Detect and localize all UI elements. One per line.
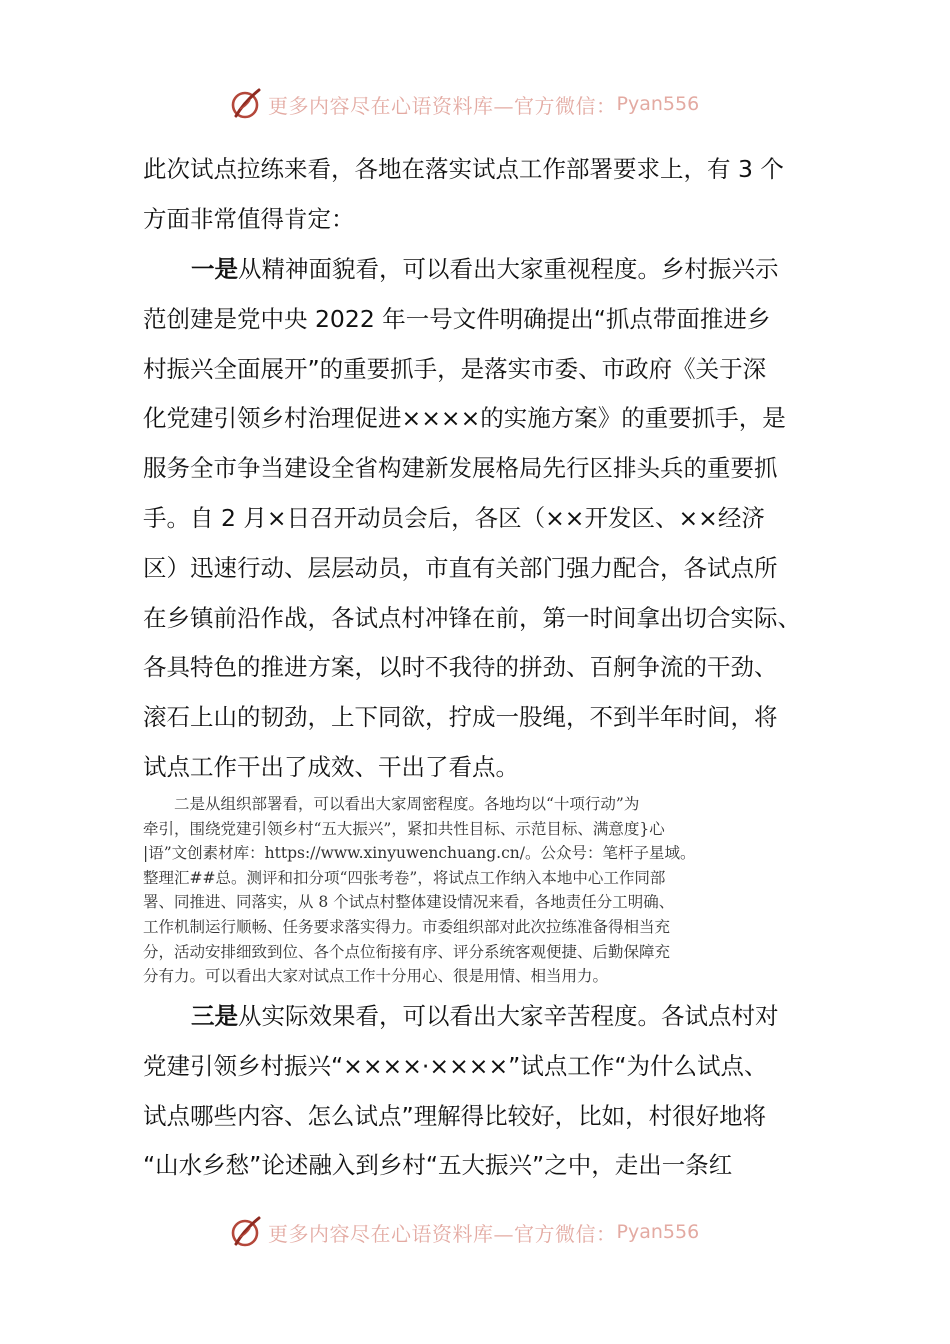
text-line: 二是从组织部署看，可以看出大家周密程度。各地均以“十项行动”为 [143, 795, 640, 813]
point-three-paragraph [143, 992, 808, 1191]
footer-watermark [228, 1212, 728, 1252]
text-line: 村振兴全面展开”的重要抓手，是落实市委、市政府《关于深 [143, 354, 767, 383]
watermark-wechat: Pyan556 [616, 1221, 700, 1243]
text-line: “山水乡愁”论述融入到乡村“五大振兴”之中，走出一条红 [143, 1151, 733, 1180]
point-two-paragraph [143, 792, 808, 989]
watermark-text: 更多内容尽在心语资料库—官方微信： [268, 93, 617, 118]
text-line: 各具特色的推进方案，以时不我待的拼劲、百舸争流的干劲、 [143, 653, 778, 682]
text-line: 从实际效果看，可以看出大家辛苦程度。各试点村对 [238, 1002, 779, 1030]
text-line: 此次试点拉练来看，各地在落实试点工作部署要求上，有 3 个 [143, 155, 784, 183]
text-line: 化党建引领乡村治理促进××××的实施方案》的重要抓手，是 [143, 404, 786, 433]
point-one-lead: 一是 [191, 255, 238, 283]
text-line: 区）迅速行动、层层动员，市直有关部门强力配合，各试点所 [143, 553, 778, 582]
text-line: 范创建是党中央 2022 年一号文件明确提出“抓点带面推进乡 [143, 304, 771, 333]
text-line: 在乡镇前沿作战，各试点村冲锋在前，第一时间拿出切合实际、 [143, 603, 801, 632]
header-watermark [228, 84, 728, 124]
point-one-paragraph [143, 245, 808, 793]
text-line: 署、同推进、同落实，从 8 个试点村整体建设情况来看，各地责任分工明确、 [143, 893, 675, 912]
text-line: 滚石上山的韧劲，上下同欲，拧成一股绳，不到半年时间，将 [143, 703, 778, 732]
text-line: 试点工作干出了成效、干出了看点。 [143, 752, 519, 781]
text-line: 试点哪些内容、怎么试点”理解得比较好，比如，村很好地将 [143, 1101, 767, 1130]
point-three-lead: 三是 [191, 1002, 238, 1030]
text-line: |语”文创素材库：https://www.xinyuwenchuang.cn/。公众号：笔杆子星域。 [143, 844, 696, 863]
text-line: 牵引，围绕党建引领乡村“五大振兴”，紧扣共性目标、示范目标、满意度}心 [143, 819, 665, 838]
text-line: 手。自 2 月×日召开动员会后，各区（××开发区、××经济 [143, 503, 765, 532]
brush-logo-icon [228, 86, 264, 122]
brush-logo-icon [228, 1214, 264, 1250]
intro-paragraph [143, 145, 808, 245]
text-line: 党建引领乡村振兴“××××·××××”试点工作“为什么试点、 [143, 1051, 768, 1080]
text-line: 整理汇##总。测评和扣分项“四张考卷”，将试点工作纳入本地中心工作同部 [143, 868, 666, 887]
text-line: 从精神面貌看，可以看出大家重视程度。乡村振兴示 [238, 255, 779, 283]
text-line: 服务全市争当建设全省构建新发展格局先行区排头兵的重要抓 [143, 454, 778, 483]
text-line: 分有力。可以看出大家对试点工作十分用心、很是用情、相当用力。 [143, 967, 609, 986]
watermark-text: 更多内容尽在心语资料库—官方微信： [268, 1221, 617, 1246]
watermark-wechat: Pyan556 [616, 93, 700, 115]
text-line: 方面非常值得肯定： [143, 204, 355, 233]
text-line: 分，活动安排细致到位、各个点位衔接有序、评分系统客观便捷、后勤保障充 [143, 942, 671, 961]
text-line: 工作机制运行顺畅、任务要求落实得力。市委组织部对此次拉练准备得相当充 [143, 917, 671, 936]
